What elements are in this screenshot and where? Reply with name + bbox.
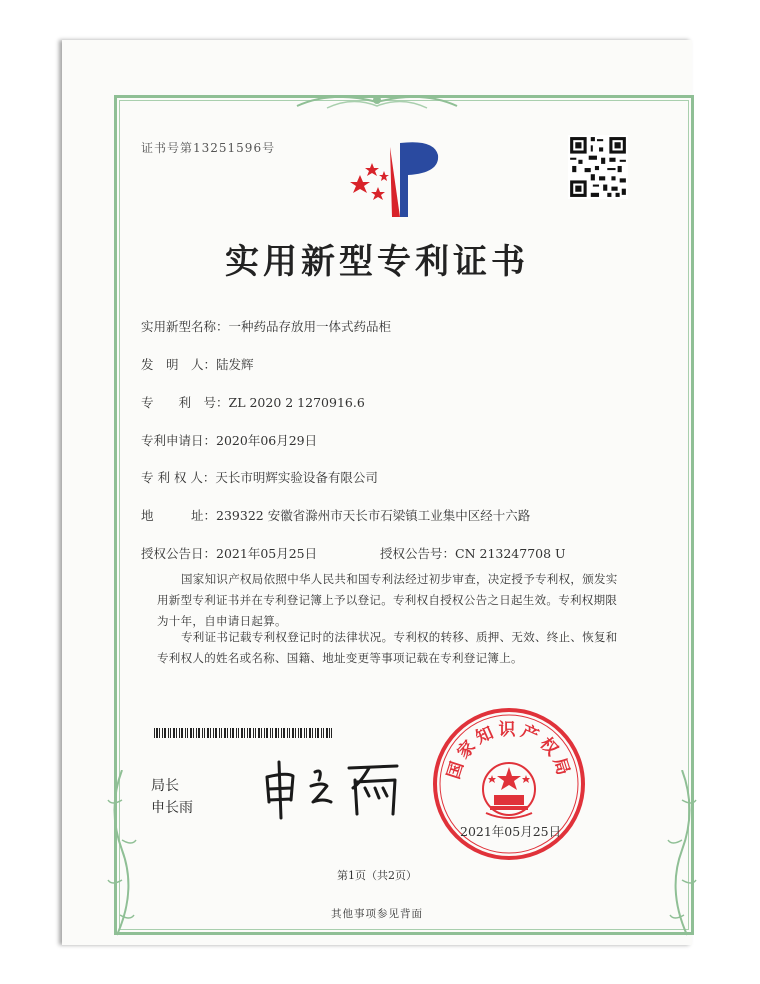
address-row bbox=[141, 506, 530, 524]
inventor-row bbox=[141, 355, 254, 373]
patentee-row bbox=[141, 468, 378, 486]
utility-name-value: 一种药品存放用一体式药品柜 bbox=[228, 319, 392, 334]
footer-note: 其他事项参见背面 bbox=[331, 908, 423, 920]
top-ornament bbox=[287, 88, 467, 114]
grant-number-row bbox=[380, 544, 566, 562]
grant-number-label: 授权公告号： bbox=[380, 546, 456, 561]
grant-date-row bbox=[141, 544, 317, 562]
utility-name-label: 实用新型名称： bbox=[141, 319, 229, 334]
grant-number-value: CN 213247708 U bbox=[455, 546, 566, 561]
grant-date-value: 2021年05月25日 bbox=[216, 546, 318, 561]
grant-date-label: 授权公告日： bbox=[141, 546, 217, 561]
inventor-value: 陆发辉 bbox=[216, 357, 254, 372]
address-value: 239322 安徽省滁州市天长市石梁镇工业集中区经十六路 bbox=[216, 508, 531, 523]
seal-text: 国家知识产权局 bbox=[443, 720, 575, 782]
director-name: 申长雨 bbox=[151, 800, 193, 816]
address-label: 地 址： bbox=[141, 508, 217, 523]
filing-date-value: 2020年06月29日 bbox=[216, 433, 318, 448]
certificate-number: 证书号第13251596号 bbox=[141, 141, 276, 155]
utility-name-row bbox=[141, 317, 391, 335]
body-paragraph-1: 国家知识产权局依照中华人民共和国专利法经过初步审查，决定授予专利权，颁发实用新型专利证书并在专利登记簿上予以登记。专利权自授权公告之日起生效。专利权期限为十年，自申请日起算。 bbox=[157, 572, 618, 628]
patent-number-row bbox=[141, 393, 365, 411]
filing-date-row bbox=[141, 431, 317, 449]
cnipa-logo-icon bbox=[342, 135, 452, 225]
filing-date-label: 专利申请日： bbox=[141, 433, 217, 448]
patent-number-label: 专 利 号： bbox=[141, 395, 229, 410]
inventor-label: 发 明 人： bbox=[141, 357, 217, 372]
director-title: 局长 bbox=[151, 778, 179, 794]
qr-code-icon bbox=[568, 135, 628, 199]
handwritten-signature bbox=[257, 752, 407, 822]
patentee-label: 专 利 权 人： bbox=[141, 470, 216, 485]
certificate-page bbox=[62, 40, 692, 945]
page-number: 第1页（共2页） bbox=[337, 869, 417, 882]
patent-number-value: ZL 2020 2 1270916.6 bbox=[228, 395, 365, 410]
body-paragraph-2: 专利证书记载专利权登记时的法律状况。专利权的转移、质押、无效、终止、恢复和专利权人的姓名或名称、国籍、地址变更等事项记载在专利登记簿上。 bbox=[157, 630, 618, 665]
patentee-value: 天长市明辉实验设备有限公司 bbox=[215, 470, 378, 485]
barcode-icon bbox=[154, 728, 332, 738]
certificate-title: 实用新型专利证书 bbox=[225, 242, 529, 282]
seal-date: 2021年05月25日 bbox=[460, 824, 562, 839]
